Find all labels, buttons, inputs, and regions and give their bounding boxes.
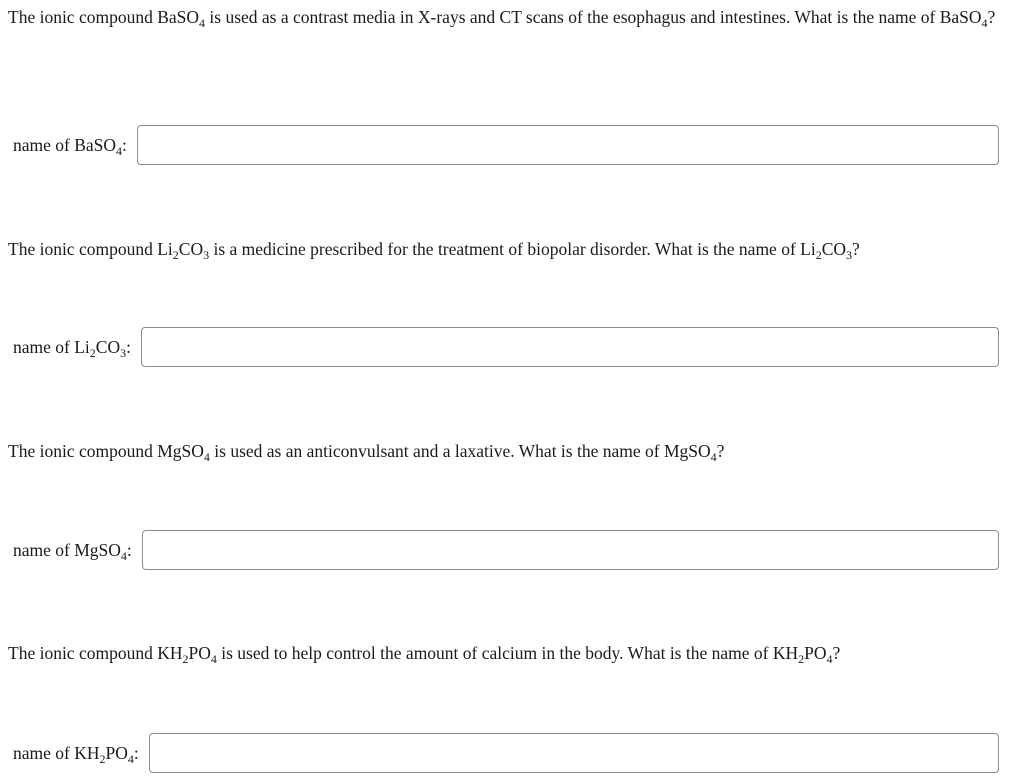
question-mid: is used to help control the amount of calcium in the body. What is the name of — [216, 643, 773, 663]
formula: MgSO$_4$ — [663, 441, 717, 464]
answer-input-4[interactable] — [149, 733, 999, 773]
answer-input-3[interactable] — [142, 530, 999, 570]
question-mid: is a medicine prescribed for the treatment of biopolar disorder. What is the name of — [209, 239, 801, 259]
question-mid: is used as an anticonvulsant and a laxative. What is the name of — [209, 441, 664, 461]
formula: $KH_2PO_4$ — [157, 643, 217, 666]
answer-row-3 — [13, 529, 999, 571]
answer-label-2: name of $Li_2CO_3$: — [13, 336, 131, 360]
question-text-2 — [8, 234, 998, 264]
question-pre: The ionic compound — [8, 441, 158, 461]
question-mid: is used as a contrast media in X-rays and CT scans of the esophagus and intestines. What is the name of — [205, 7, 940, 27]
question-text-1 — [8, 2, 998, 32]
question-pre: The ionic compound — [8, 239, 158, 259]
formula: $Li_2CO_3$ — [800, 239, 853, 262]
formula: $Li_2CO_3$ — [157, 239, 210, 262]
question-pre: The ionic compound — [8, 7, 158, 27]
question-pre: The ionic compound — [8, 643, 158, 663]
question-text-3 — [8, 436, 998, 466]
formula: MgSO$_4$ — [157, 441, 210, 464]
question-post: ? — [832, 643, 841, 663]
question-post: ? — [716, 441, 725, 461]
answer-row-4 — [13, 732, 999, 774]
question-text-4 — [8, 638, 998, 668]
answer-label-1: name of BaSO$_4$: — [13, 134, 127, 158]
answer-input-2[interactable] — [141, 327, 999, 367]
answer-row-2 — [13, 326, 999, 368]
question-post: ? — [987, 7, 996, 27]
answer-input-1[interactable] — [137, 125, 999, 165]
formula: BaSO$_4$ — [157, 7, 206, 30]
question-post: ? — [852, 239, 860, 259]
answer-label-4: name of $KH_2PO_4$: — [13, 742, 139, 766]
formula: BaSO$_4$ — [939, 7, 988, 30]
answer-row-1 — [13, 124, 999, 166]
answer-label-3: name of MgSO$_4$: — [13, 539, 132, 563]
formula: $KH_2PO_4$ — [772, 643, 833, 666]
